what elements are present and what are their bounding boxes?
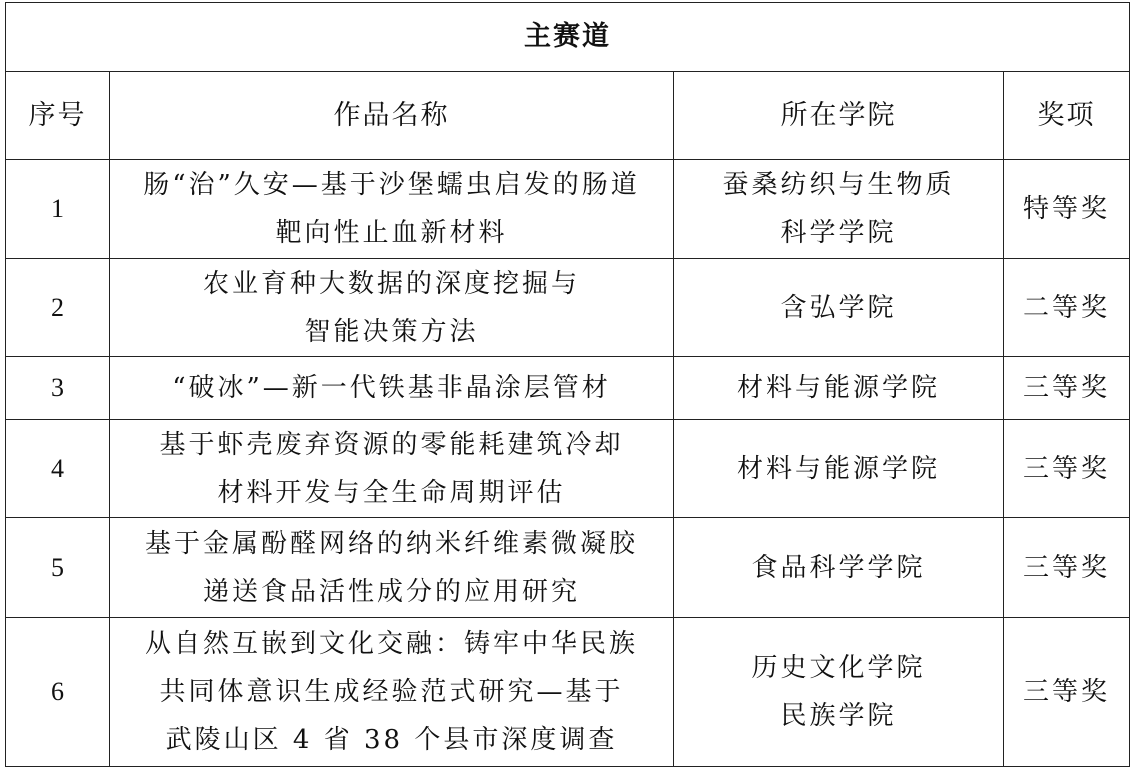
college-line: 材料与能源学院	[736, 453, 940, 484]
table-row	[6, 259, 1130, 357]
row-college	[674, 420, 1004, 518]
table-title-row	[6, 3, 1130, 72]
row-no: 3	[6, 357, 110, 420]
row-award: 三等奖	[1004, 357, 1130, 420]
row-name	[110, 518, 674, 618]
name-line: 材料开发与全生命周期评估	[217, 477, 566, 508]
header-college: 所在学院	[674, 72, 1004, 160]
row-college	[674, 357, 1004, 420]
table-row	[6, 618, 1130, 767]
table-row	[6, 420, 1130, 518]
name-line: 武陵山区 4 省 38 个县市深度调查	[165, 725, 618, 755]
name-line: 靶向性止血新材料	[275, 218, 508, 248]
college-line: 民族学院	[780, 701, 897, 731]
row-award: 三等奖	[1004, 618, 1130, 767]
name-line: 智能决策方法	[304, 316, 479, 347]
row-no: 6	[6, 618, 110, 767]
name-line: 肠“治”久安—基于沙堡蠕虫启发的肠道	[143, 170, 640, 200]
table-row	[6, 357, 1130, 420]
header-no: 序号	[6, 72, 110, 160]
row-college	[674, 259, 1004, 357]
award-table-container	[5, 2, 1130, 767]
row-award: 三等奖	[1004, 420, 1130, 518]
table-header-row	[6, 72, 1130, 160]
name-line: 递送食品活性成分的应用研究	[202, 576, 580, 607]
row-no: 5	[6, 518, 110, 618]
row-name	[110, 160, 674, 259]
row-college	[674, 618, 1004, 767]
table-row	[6, 160, 1130, 259]
college-line: 材料与能源学院	[736, 373, 940, 403]
row-name	[110, 259, 674, 357]
row-name	[110, 357, 674, 420]
college-line: 含弘学院	[780, 292, 897, 323]
row-award: 二等奖	[1004, 259, 1130, 357]
header-name: 作品名称	[110, 72, 674, 160]
row-college	[674, 518, 1004, 618]
table-title: 主赛道	[6, 3, 1130, 72]
college-line: 食品科学学院	[751, 552, 926, 583]
row-college	[674, 160, 1004, 259]
row-no: 4	[6, 420, 110, 518]
row-name	[110, 618, 674, 767]
award-table	[5, 2, 1130, 767]
name-line: 基于金属酚醛网络的纳米纤维素微凝胶	[144, 528, 638, 559]
header-award: 奖项	[1004, 72, 1130, 160]
name-line: 共同体意识生成经验范式研究—基于	[159, 677, 624, 707]
row-award: 三等奖	[1004, 518, 1130, 618]
name-line: 基于虾壳废弃资源的零能耗建筑冷却	[159, 429, 624, 460]
row-no: 1	[6, 160, 110, 259]
name-line: 农业育种大数据的深度挖掘与	[202, 268, 580, 299]
row-award: 特等奖	[1004, 160, 1130, 259]
row-no: 2	[6, 259, 110, 357]
name-line: “破冰”—新一代铁基非晶涂层管材	[172, 373, 611, 403]
row-name	[110, 420, 674, 518]
college-line: 蚕桑纺织与生物质	[722, 170, 955, 200]
table-row	[6, 518, 1130, 618]
college-line: 科学学院	[780, 218, 897, 248]
name-line: 从自然互嵌到文化交融：铸牢中华民族	[144, 629, 638, 659]
college-line: 历史文化学院	[751, 653, 926, 683]
